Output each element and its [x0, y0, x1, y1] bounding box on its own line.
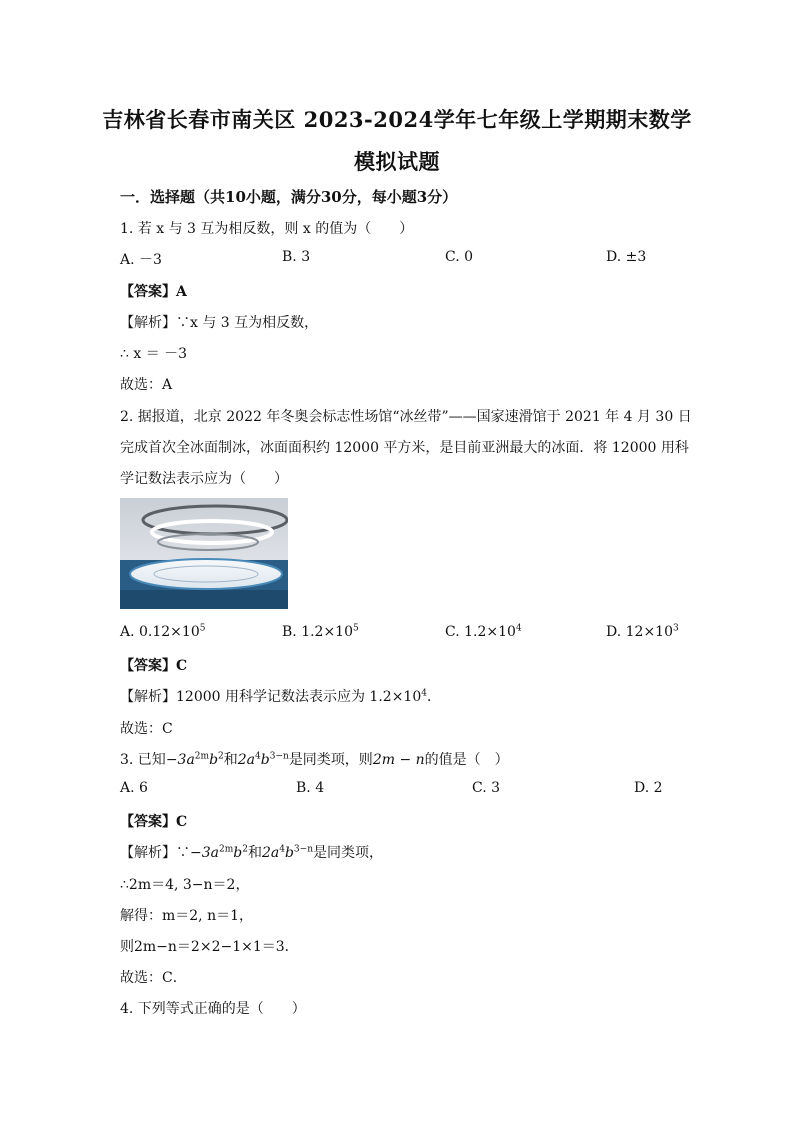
q2-analysis: 【解析】12000 用科学记数法表示应为 $1.2\times 10^4$．: [120, 688, 441, 705]
q2-option-b: B. $1.2\times 10^5$: [282, 623, 359, 640]
section-heading: 一．选择题（共10小题，满分30分，每小题3分）: [120, 188, 458, 206]
document-title-line1: 吉林省长春市南关区 2023-2024学年七年级上学期期末数学: [102, 107, 692, 132]
q3-step1: ∴2m＝4, 3−n＝2，: [120, 877, 250, 893]
q3-option-a: A. 6: [120, 780, 148, 796]
q1-option-a: A. －3: [120, 252, 162, 268]
ice-rink-illustration: [120, 498, 288, 609]
q2-conclusion: 故选：C: [120, 721, 173, 737]
q1-conclusion: 故选：A: [120, 377, 173, 393]
q2-option-d: D. $12\times 10^3$: [606, 623, 679, 640]
q3-analysis: 【解析】$\because-3a^{2m}b^2$和$2a^4b^{3-n}$是同类项，: [120, 844, 383, 861]
q3-conclusion: 故选：C．: [120, 970, 187, 986]
q1-stem: 1. 若 x 与 3 互为相反数，则 x 的值为（ ）: [120, 221, 414, 237]
q1-analysis: 【解析】∵x 与 3 互为相反数，: [120, 315, 319, 331]
q1-step: ∴ x ＝ －3: [120, 346, 188, 362]
q3-option-b: B. 4: [296, 780, 325, 796]
q1-answer: 【答案】A: [120, 284, 187, 300]
q1-option-c: C. 0: [445, 249, 474, 265]
q2-option-c: C. $1.2\times 10^4$: [445, 623, 522, 640]
q3-option-d: D. 2: [634, 780, 663, 796]
q3-step2: 解得：m＝2, n＝1，: [120, 908, 254, 924]
q3-answer: 【答案】C: [120, 814, 188, 830]
document-title-line2: 模拟试题: [354, 149, 440, 174]
q3-option-c: C. 3: [472, 780, 501, 796]
q2-answer: 【答案】C: [120, 658, 188, 674]
q3-step3: 则2m−n＝2×2−1×1＝3．: [120, 939, 299, 955]
q1-option-d: D. ±3: [606, 249, 647, 265]
q2-option-a: A. $0.12\times 10^5$: [120, 623, 206, 640]
q3-stem: 3. 已知$-3a^{2m}b^2$和$2a^4b^{3-n}$是同类项，则2m − n的值是（ ）: [120, 751, 509, 768]
q4-stem: 4. 下列等式正确的是（ ）: [120, 1001, 306, 1017]
q1-option-b: B. 3: [282, 249, 311, 265]
q2-stem-line3: 学记数法表示应为（ ）: [120, 471, 288, 487]
q2-stem-line2: 完成首次全冰面制冰，冰面面积约 12000 平方米，是目前亚洲最大的冰面．将 12000 用科: [120, 440, 689, 456]
q2-stem-line1: 2. 据报道，北京 2022 年冬奥会标志性场馆“冰丝带”——国家速滑馆于 2021 年 4 月 30 日: [120, 409, 692, 425]
ice-rink-photo: [120, 498, 288, 609]
